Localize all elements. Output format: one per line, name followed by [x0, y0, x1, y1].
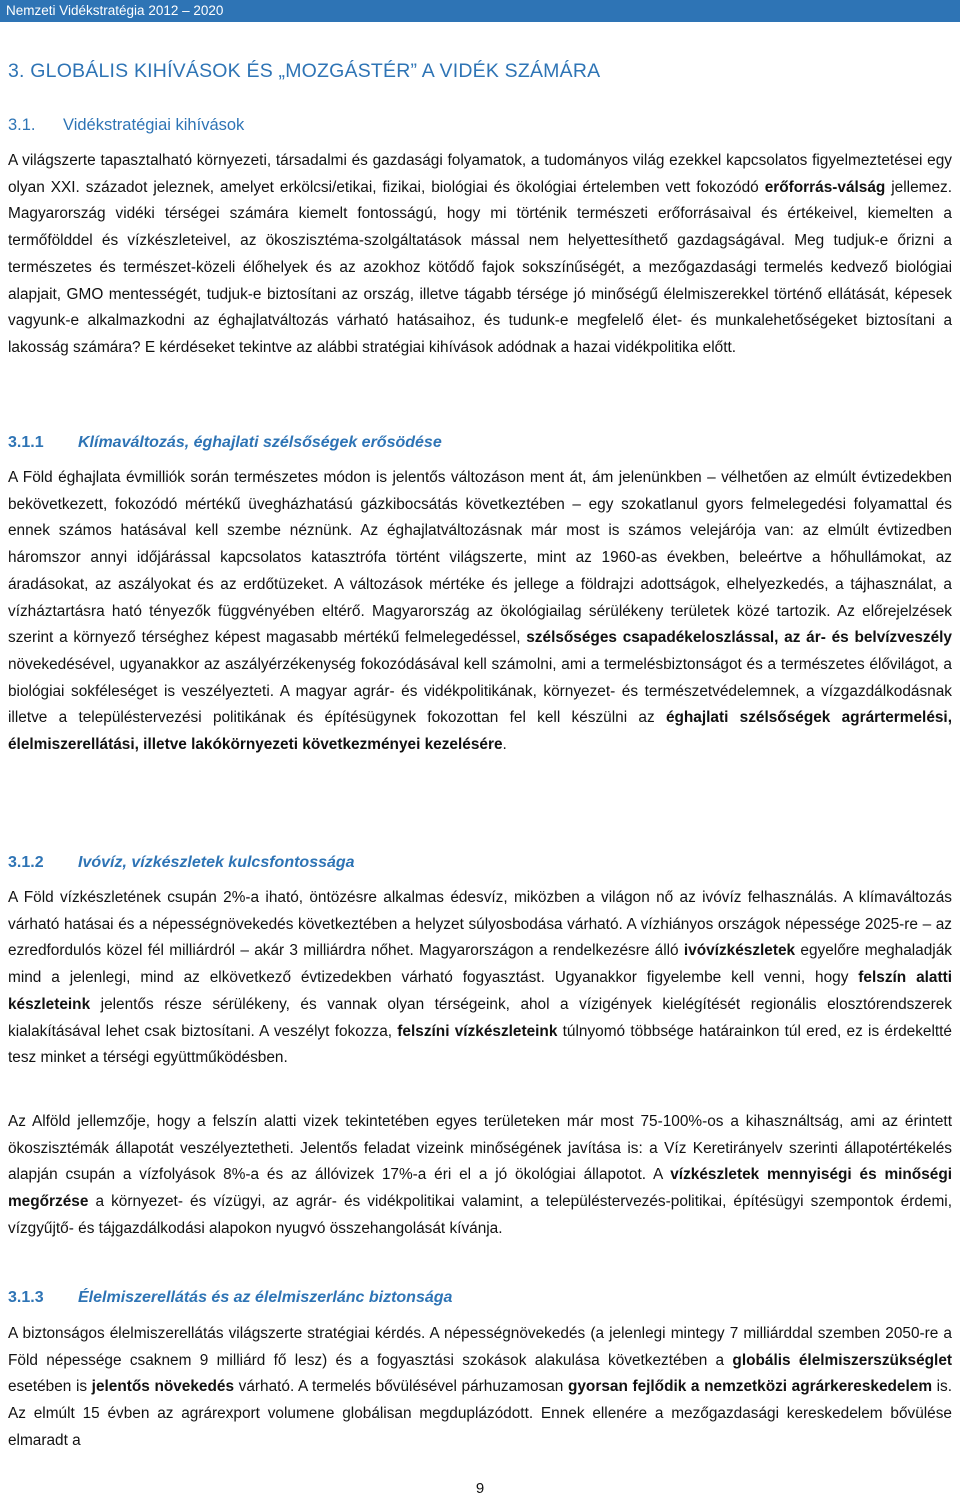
climate-paragraph [8, 465, 952, 759]
water-paragraph-2 [8, 1109, 952, 1243]
subsection-heading-food [8, 1289, 452, 1307]
water-paragraph-1 [8, 885, 952, 1072]
intro-paragraph [8, 148, 952, 362]
text-run: A Föld éghajlata évmilliók során természetes módon is jelentős változáson ment át, ám jelenünkben – vélhetően az elmúlt évtizedekben bekövetkezett, fokozódó mértékű üvegházhatású gázkibocsátás következtében – egy szokatlanul gyors felmelegedési folyamattal és ennek számos hatásával kell szembe néznünk. Az éghajlatváltozásnak már most is számos velejárója van: az elmúlt évtizedben háromszor annyi időjárással kapcsolatos katasztrófa történt világszerte, mint az 1960-as években, beleértve a hőhullámokat, az áradásokat, az aszályokat és az erdőtüzeket. A változások mértéke és jellege a földrajzi adottságok, elhelyezkedés, a tájhasználat, a vízháztartásra ható tényezők függvényében eltérő. Magyarország az ökológiailag sérülékeny területek közé tartozik. Az előrejelzések szerint a környező térséghez képest magasabb mértékű felmelegedéssel, [8, 469, 952, 647]
bold-run: erőforrás-válság [764, 178, 886, 196]
subsection-title: Élelmiszerellátás és az élelmiszerlánc biztonsága [78, 1289, 453, 1306]
text-run: . [502, 736, 507, 754]
page-number: 9 [475, 1480, 485, 1497]
subsection-heading-water [8, 854, 355, 872]
text-run: növekedésével, ugyanakkor az aszályérzékenység fokozódásával kell számolni, ami a termelésbiztonságot és a természetes élővilágot, a biológiai sokféleséget is veszélyezteti. A magyar agrár- és vidékpolitikának, környezet- és természetvédelemnek, a vízgazdálkodásnak illetve a településtervezési politikának és építésügynek fokozottan fel kell készülni az [8, 655, 952, 727]
text-run: várható. A termelés bővülésével párhuzamosan [234, 1378, 568, 1396]
section-number: 3.1. [8, 116, 36, 134]
bold-run: éghajlati szélsőségek agrártermelési, élelmiszerellátási, illetve lakókörnyezeti következményei kezelésére [8, 709, 952, 754]
subsection-number: 3.1.3 [8, 1289, 44, 1306]
bold-run: globális élelmiszerszükséglet [732, 1351, 953, 1369]
bold-run: jelentős növekedés [91, 1378, 235, 1396]
text-run: is. Az elmúlt 15 évben az agrárexport volumene globálisan megduplázódott. Ennek ellenére a mezőgazdasági kereskedelem bővülése elmaradt a [8, 1378, 953, 1449]
text-run: jelentős része sérülékeny, és vannak olyan térségeink, ahol a vízigények kielégítését regionális elosztórendszerek kialakításával lehet csak biztosítani. A veszélyt fokozza, [8, 995, 952, 1040]
text-run: túlnyomó többsége határainkon túl ered, ez is érdekeltté tesz minket a térségi együttműködésben. [8, 1022, 952, 1067]
bold-run: vízkészletek mennyiségi és minőségi megőrzése [8, 1166, 952, 1211]
bold-run: gyorsan fejlődik a nemzetközi agrárkereskedelem [567, 1378, 932, 1396]
text-run: Az Alföld jellemzője, hogy a felszín alatti vizek tekintetében egyes területeken már most 75-100%-os a kihasználtság, ami az érintett ökoszisztémák állapotát veszélyeztetheti. Jelentős feladat vizeink minőségének javítása is: a Víz Keretirányelv szerinti állapotértékelés alapján csupán a vízfolyások 8%-a és az állóvizek 17%-a éri el a jó ökológiai állapotot. A [8, 1113, 952, 1184]
text-run: A világszerte tapasztalható környezeti, társadalmi és gazdasági folyamatok, a tudományos világ ezekkel kapcsolatos figyelmeztetései egy olyan XXI. századot jeleznek, amelyet erkölcsi/etikai, fizikai, biológiai és ökológiai értelemben vett fokozódó [8, 152, 952, 196]
chapter-title: 3. GLOBÁLIS KIHÍVÁSOK ÉS „MOZGÁSTÉR” A VIDÉK SZÁMÁRA [8, 60, 601, 82]
bold-run: ivóvízkészletek [683, 942, 796, 960]
bold-run: felszín alatti készleteink [8, 969, 953, 1013]
text-run: esetében is [8, 1378, 92, 1396]
bold-run: felszíni vízkészleteink [397, 1022, 558, 1040]
bold-run: szélsőséges csapadékeloszlással, az ár- és belvízveszély [526, 629, 952, 647]
text-run: a környezet- és vízügyi, az agrár- és vidékpolitikai valamint, a településtervezés-politikai, építésügyi szempontok érdemi, vízgyűjtő- és tájgazdálkodási alapokon nyugvó összehangolását kívánja. [8, 1193, 952, 1237]
subsection-number: 3.1.2 [8, 854, 44, 871]
subsection-title: Ivóvíz, vízkészletek kulcsfontossága [78, 854, 355, 871]
text-run: egyelőre meghaladják mind a jelenlegi, mind az elkövetkező évtizedekben várható fogyasztást. Ugyanakkor figyelembe kell venni, hogy [8, 942, 952, 987]
text-run: A biztonságos élelmiszerellátás világszerte stratégiai kérdés. A népességnövekedés (a jelenlegi mintegy 7 milliárddal szemben 2050-re a Föld népessége csaknem 9 milliárd fő lesz) és a fogyasztási szokások alakulása következtében a [8, 1325, 952, 1369]
subsection-number: 3.1.1 [8, 434, 44, 451]
subsection-heading-climate [8, 434, 442, 452]
text-run: A Föld vízkészletének csupán 2%-a iható, öntözésre alkalmas édesvíz, miközben a világon nő az ivóvíz felhasználás. A klímaváltozás várható hatásai és a népességnövekedés következtében a helyzet súlyosbodása várható. A vízhiányos országok népessége 2025-re – az ezredfordulós közel fél milliárdról – akár 3 milliárdra nőhet. Magyarországon a rendelkezésre álló [8, 889, 952, 960]
subsection-title: Klímaváltozás, éghajlati szélsőségek erősödése [78, 434, 442, 451]
section-title-text: Vidékstratégiai kihívások [63, 116, 245, 134]
running-header: Nemzeti Vidékstratégia 2012 – 2020 [0, 0, 960, 22]
text-run: jellemez. Magyarország vidéki térségei számára kiemelt fontosságú, hogy mi történik természeti erőforrásaival és értékeivel, kiemelten a termőfölddel és vízkészleteivel, az ökoszisztéma-szolgáltatások mással nem helyettesíthető gazdagságával. Meg tudjuk-e őrizni a természetes és természet-közeli élőhelyek és az azokhoz kötődő fajok sokszínűségét, a mezőgazdasági termelés kedvező biológiai alapjait, GMO mentességét, tudjuk-e biztosítani az ország, illetve tágabb térsége jó minőségű élelmiszerekkel történő ellátását, képesek vagyunk-e alkalmazkodni az éghajlatváltozás várható hatásaihoz, és tudunk-e megfelelő élet- és munkalehetőségeket biztosítani a lakosság számára? E kérdéseket tekintve az alábbi stratégiai kihívások adódnak a hazai vidékpolitika előtt. [8, 178, 952, 356]
food-paragraph [8, 1321, 952, 1455]
section-title [8, 116, 244, 135]
